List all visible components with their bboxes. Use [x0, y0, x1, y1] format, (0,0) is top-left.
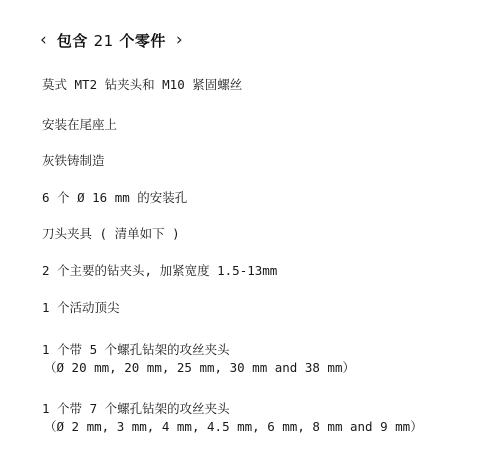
list-item	[42, 400, 423, 436]
list-item	[42, 341, 355, 377]
list-item: 2 个主要的钻夹头, 加紧宽度 1.5-13mm	[42, 263, 278, 278]
title-prefix: 包含	[56, 32, 88, 50]
list-item: 莫式 MT2 钻夹头和 M10 紧固螺丝	[42, 77, 243, 92]
list-item: 刀头夹具 ( 清单如下 )	[42, 226, 180, 241]
title-suffix: 个零件	[119, 32, 166, 50]
list-item: 灰铁铸制造	[42, 153, 105, 168]
list-item: 6 个 Ø 16 mm 的安装孔	[42, 190, 188, 205]
list-item: 安装在尾座上	[42, 117, 118, 132]
title-count: 21	[93, 32, 114, 50]
chevron-left-icon[interactable]: ‹	[40, 30, 47, 50]
list-item-detail: （Ø 2 mm, 3 mm, 4 mm, 4.5 mm, 6 mm, 8 mm and 9 mm）	[44, 419, 423, 434]
list-item-text: 1 个带 5 个螺孔钻架的攻丝夹头	[42, 342, 230, 357]
list-item-detail: （Ø 20 mm, 20 mm, 25 mm, 30 mm and 38 mm）	[44, 360, 355, 375]
section-title	[57, 30, 166, 51]
chevron-right-icon[interactable]: ›	[175, 30, 183, 50]
list-item-text: 1 个带 7 个螺孔钻架的攻丝夹头	[42, 401, 230, 416]
section-header	[40, 30, 183, 51]
list-item: 1 个活动顶尖	[42, 300, 120, 315]
